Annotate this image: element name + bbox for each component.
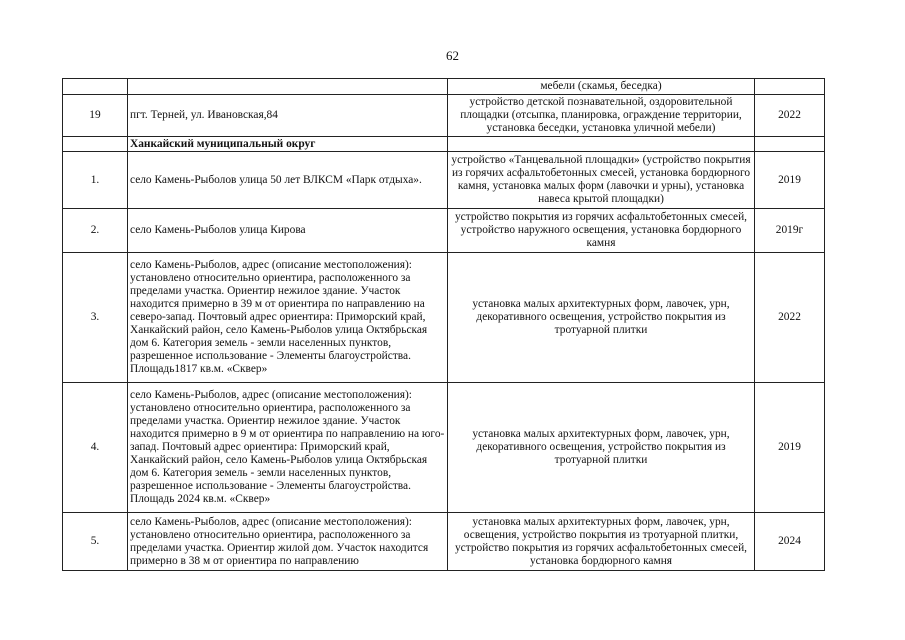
- row-address: село Камень-Рыболов улица Кирова: [128, 209, 448, 253]
- row-works: мебели (скамья, беседка): [448, 79, 755, 95]
- row-number: 2.: [63, 209, 128, 253]
- page-number: 62: [446, 48, 459, 63]
- row-address: село Камень-Рыболов, адрес (описание местоположения): установлено относительно ориентира, расположенного за пределами участка. Ориентир нежилое здание. Участок находится примерно в 39 м от ориентира по направлению на северо-запад. Почтовый адрес ориентира: Приморский край, Ханкайский район, село Камень-Рыболов улица Октябрьская дом 6. Категория земель - земли населенных пунктов, разрешенное использование - Элементы благоустройства. Площадь1817 кв.м. «Сквер»: [128, 253, 448, 383]
- section-row: [63, 137, 825, 152]
- row-address: село Камень-Рыболов улица 50 лет ВЛКСМ «Парк отдыха».: [128, 152, 448, 209]
- row-year: [755, 79, 825, 95]
- row-year: 2019: [755, 152, 825, 209]
- row-year: 2019: [755, 383, 825, 513]
- table-row: [63, 79, 825, 95]
- row-works: установка малых архитектурных форм, лавочек, урн, декоративного освещения, устройство покрытия из тротуарной плитки: [448, 383, 755, 513]
- row-year: 2024: [755, 513, 825, 571]
- row-number: 3.: [63, 253, 128, 383]
- row-works: устройство «Танцевальной площадки» (устройство покрытия из горячих асфальтобетонных смесей, установка бордюрного камня, установка малых форм (лавочки и урны), установка навеса крытой площадки): [448, 152, 755, 209]
- row-year: 2019г: [755, 209, 825, 253]
- row-works: установка малых архитектурных форм, лавочек, урн, освещения, устройство покрытия из тротуарной плитки, устройство покрытия из горячих асфальтобетонных смесей, установка бордюрного камня: [448, 513, 755, 571]
- row-number: [63, 79, 128, 95]
- row-number: 4.: [63, 383, 128, 513]
- row-works: устройство покрытия из горячих асфальтобетонных смесей, устройство наружного освещения, установка бордюрного камня: [448, 209, 755, 253]
- table-row: [63, 152, 825, 209]
- table-row: [63, 209, 825, 253]
- table-row: [63, 513, 825, 571]
- row-number: 5.: [63, 513, 128, 571]
- table-row: [63, 95, 825, 137]
- table-row: [63, 383, 825, 513]
- row-address: село Камень-Рыболов, адрес (описание местоположения): установлено относительно ориентира, расположенного за пределами участка. Ориентир нежилое здание. Участок находится примерно в 9 м от ориентира по направлению на юго-запад. Почтовый адрес ориентира: Приморский край, Ханкайский район, село Камень-Рыболов улица Октябрьская дом 6. Категория земель - земли населенных пунктов, разрешенное использование - Элементы благоустройства. Площадь 2024 кв.м. «Сквер»: [128, 383, 448, 513]
- works-table: [62, 78, 825, 571]
- row-works: установка малых архитектурных форм, лавочек, урн, декоративного освещения, устройство покрытия из тротуарной плитки: [448, 253, 755, 383]
- row-number: 1.: [63, 152, 128, 209]
- row-address: село Камень-Рыболов, адрес (описание местоположения): установлено относительно ориентира, расположенного за пределами участка. Ориентир жилой дом. Участок находится примерно в 38 м от ориентира по направлению: [128, 513, 448, 571]
- row-year: 2022: [755, 253, 825, 383]
- row-address: пгт. Терней, ул. Ивановская,84: [128, 95, 448, 137]
- row-number: 19: [63, 95, 128, 137]
- table-row: [63, 253, 825, 383]
- section-title: Ханкайский муниципальный округ: [128, 137, 448, 152]
- row-works: устройство детской познавательной, оздоровительной площадки (отсыпка, планировка, ограждение территории, установка беседки, установка уличной мебели): [448, 95, 755, 137]
- row-year: 2022: [755, 95, 825, 137]
- row-address: [128, 79, 448, 95]
